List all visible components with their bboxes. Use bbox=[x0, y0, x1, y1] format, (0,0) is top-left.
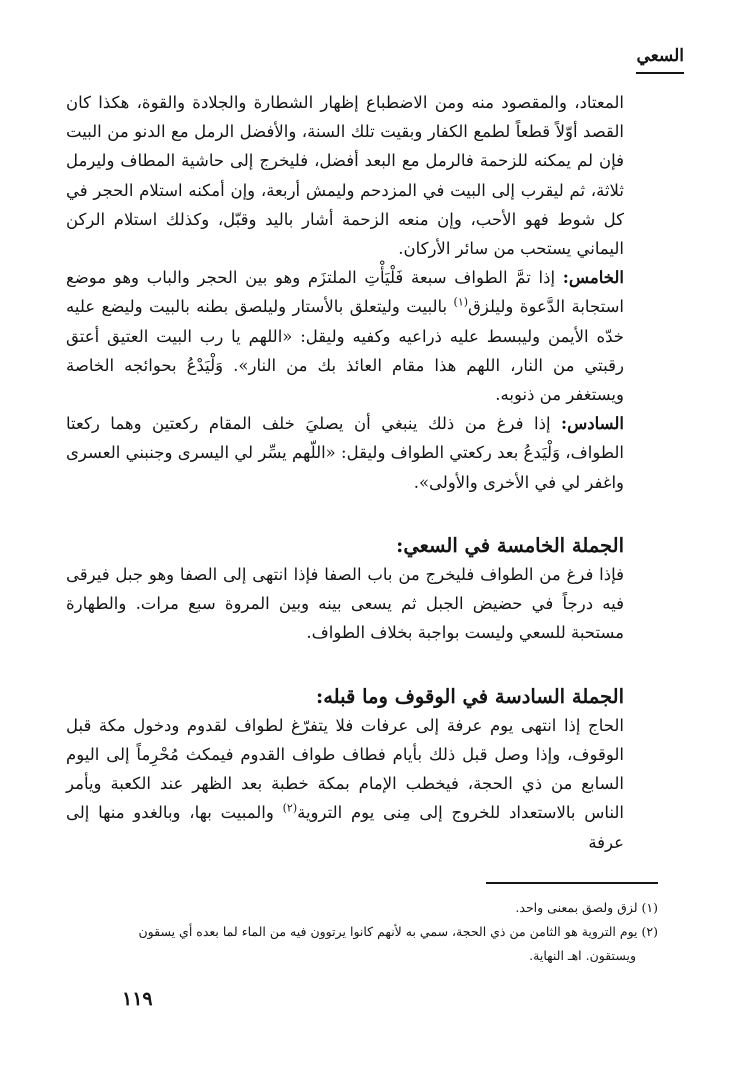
paragraph-wuquf-text-a: الحاج إذا انتهى يوم عرفة إلى عرفات فلا يتفرّغ لطواف لقدوم ودخول مكة قبل الوقوف، وإذا وصل قبل ذلك بأيام فطاف طواف القدوم فيمكث مُحْرِماً إلى اليوم السابع من ذي الحجة، فيخطب الإمام بمكة خطبة بعد الظهر عند الكعبة ويأمر الناس بالاستعداد للخروج إلى مِنى يوم التروية bbox=[66, 715, 624, 823]
paragraph-sixth-text: إذا فرغ من ذلك ينبغي أن يصليَ خلف المقام ركعتين وهما ركعتا الطواف، وَلْيَدعُ بعد ركعتي الطواف وليقل: «اللّهم يسِّر لي اليسرى وجنبني العسرى واغفر لي في الأخرى والأولى». bbox=[66, 414, 624, 492]
paragraph-fifth-text-b: بالبيت وليتعلق بالأستار وليلصق بطنه بالبيت وليضع عليه خدّه الأيمن وليبسط عليه ذراعيه وكفيه وليقل: «اللهم يا رب البيت العتيق أعتق رقبتي من النار، اللهم هذا مقام العائذ بك من النار». وَلْيَدْعُ بحوائجه الخاصة ويستغفر من ذنوبه. bbox=[66, 297, 624, 405]
footnote-2-continuation: ويستقون. اهـ النهاية. bbox=[529, 948, 636, 963]
running-header: السعي bbox=[636, 46, 684, 66]
section-heading-sai: الجملة الخامسة في السعي: bbox=[396, 533, 624, 557]
footnote-1: (١) لزق ولصق بمعنى واحد. bbox=[515, 900, 658, 915]
footnotes bbox=[64, 896, 658, 968]
header-rule bbox=[636, 72, 684, 74]
section-heading-wuquf: الجملة السادسة في الوقوف وما قبله: bbox=[316, 684, 624, 708]
footnote-ref-1[interactable]: (١) bbox=[453, 295, 469, 309]
paragraph-wuquf bbox=[66, 711, 624, 857]
footnote-separator bbox=[486, 882, 658, 884]
paragraph-sixth bbox=[66, 409, 624, 497]
paragraph-ramal: المعتاد، والمقصود منه ومن الاضطباع إظهار الشطارة والجلادة والقوة، هكذا كان القصد أوّلاً قطعاً لطمع الكفار وبقيت تلك السنة، والأفضل الرمل مع الدنو من البيت فإن لم يمكنه للزحمة فالرمل مع البعد أفضل، فليخرج إلى حاشية المطاف وليرمل ثلاثة، ثم ليقرب إلى البيت في المزدحم وليمش أربعة، وإن أمكنه استلام الحجر في كل شوط فهو الأحب، وإن منعه الزحمة أشار باليد وقبّل، وكذلك استلام الركن اليماني يستحب من سائر الأركان. bbox=[66, 93, 624, 259]
item-label-sixth: السادس: bbox=[561, 414, 624, 434]
footnote-ref-2[interactable]: (٢) bbox=[282, 801, 298, 815]
paragraph-sai: فإذا فرغ من الطواف فليخرج من باب الصفا فإذا انتهى إلى الصفا وهو جبل فيرقى فيه درجاً في حضيض الجبل ثم يسعى بينه وبين المروة سبع مرات. والطهارة مستحبة للسعي وليست بواجبة بخلاف الطواف. bbox=[66, 565, 624, 643]
page-number: ١١٩ bbox=[122, 988, 153, 1010]
body-text bbox=[66, 88, 624, 857]
paragraph-wuquf-text-b: والمبيت بها، وبالغدو منها إلى عرفة bbox=[66, 803, 624, 852]
paragraph-fifth-text-a: إذا تمَّ الطواف سبعة فَلْيَأْتِ الملتزَم وهو بين الحجر والباب وهو موضع استجابة الدَّعوة وليلزق bbox=[66, 268, 625, 317]
footnote-2: (٢) يوم التروية هو الثامن من ذي الحجة، سمي به لأنهم كانوا يرتوون فيه من الماء لما بعده أي يسقون bbox=[138, 924, 658, 939]
paragraph-fifth bbox=[66, 263, 624, 409]
item-label-fifth: الخامس: bbox=[562, 268, 624, 288]
